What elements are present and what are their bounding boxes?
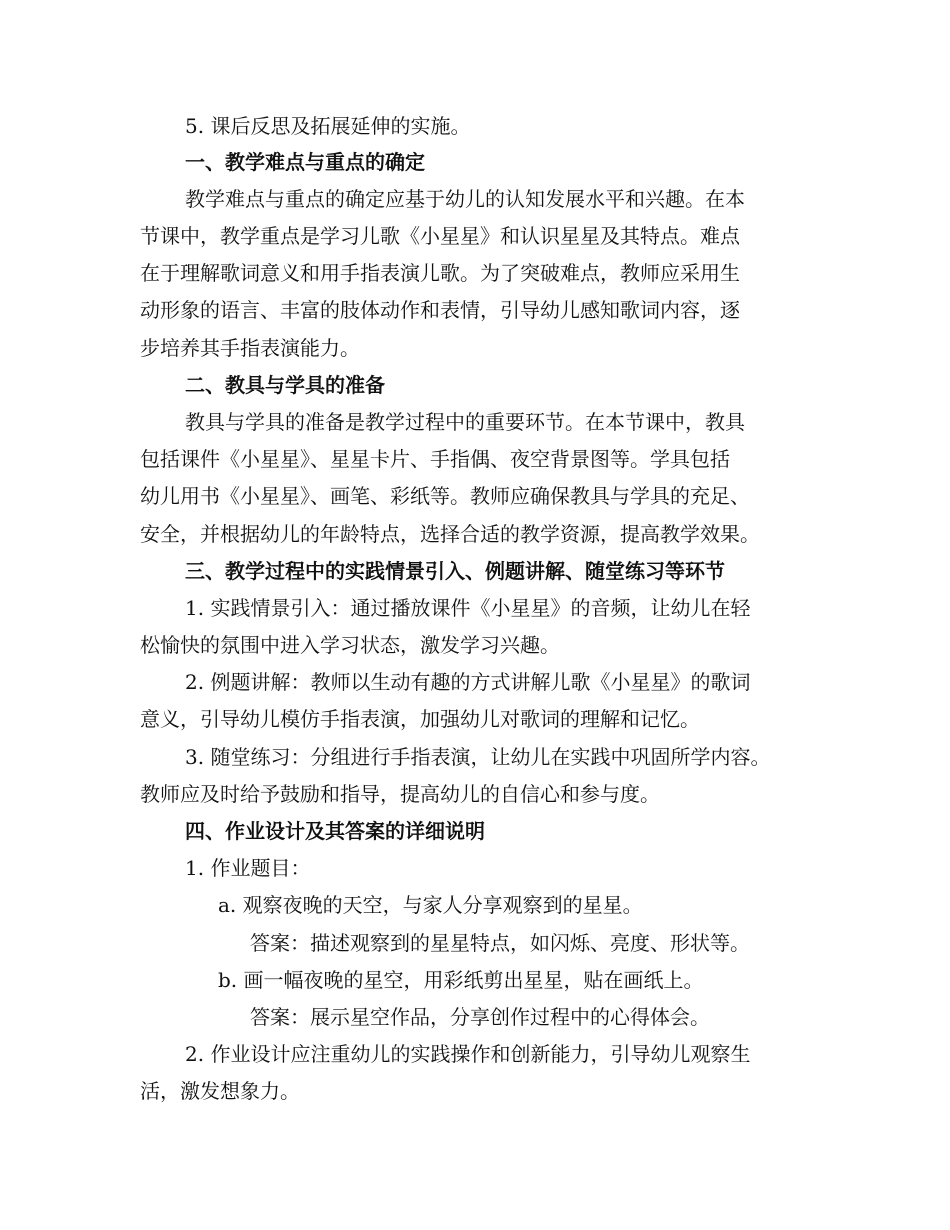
section-4-line-5: 答案：展示星空作品，分享创作过程中的心得体会。 xyxy=(250,1005,710,1029)
section-2-line-1: 教具与学具的准备是教学过程中的重要环节。在本节课中，教具 xyxy=(185,410,745,434)
section-3-heading: 三、教学过程中的实践情景引入、例题讲解、随堂练习等环节 xyxy=(185,559,725,583)
section-4-line-3: 答案：描述观察到的星星特点，如闪烁、亮度、形状等。 xyxy=(250,931,750,955)
section-2-line-4: 安全，并根据幼儿的年龄特点，选择合适的教学资源，提高教学效果。 xyxy=(140,522,760,546)
section-4-line-1: 1. 作业题目： xyxy=(185,856,311,880)
section-3-line-2: 松愉快的氛围中进入学习状态，激发学习兴趣。 xyxy=(140,633,560,657)
intro-item: 5. 课后反思及拓展延伸的实施。 xyxy=(185,114,471,138)
section-4-line-7: 活，激发想象力。 xyxy=(140,1079,300,1103)
section-2-line-3: 幼儿用书《小星星》、画笔、彩纸等。教师应确保教具与学具的充足、 xyxy=(140,484,750,508)
section-4-line-6: 2. 作业设计应注重幼儿的实践操作和创新能力，引导幼儿观察生 xyxy=(185,1042,751,1066)
section-4-line-4: b. 画一幅夜晚的星空，用彩纸剪出星星，贴在画纸上。 xyxy=(218,968,704,992)
section-1-line-5: 步培养其手指表演能力。 xyxy=(140,336,360,360)
section-1-line-1: 教学难点与重点的确定应基于幼儿的认知发展水平和兴趣。在本 xyxy=(185,187,745,211)
section-1-line-4: 动形象的语言、丰富的肢体动作和表情，引导幼儿感知歌词内容，逐 xyxy=(140,298,740,322)
section-1-line-2: 节课中，教学重点是学习儿歌《小星星》和认识星星及其特点。难点 xyxy=(140,224,740,248)
section-4-heading: 四、作业设计及其答案的详细说明 xyxy=(185,819,485,843)
section-2-heading: 二、教具与学具的准备 xyxy=(185,373,385,397)
section-2-line-2: 包括课件《小星星》、星星卡片、手指偶、夜空背景图等。学具包括 xyxy=(140,447,730,471)
section-3-line-5: 3. 随堂练习：分组进行手指表演，让幼儿在实践中巩固所学内容。 xyxy=(185,745,771,769)
section-1-line-3: 在于理解歌词意义和用手指表演儿歌。为了突破难点，教师应采用生 xyxy=(140,261,740,285)
section-4-line-2: a. 观察夜晚的天空，与家人分享观察到的星星。 xyxy=(218,893,643,917)
section-1-heading: 一、教学难点与重点的确定 xyxy=(185,150,425,174)
section-3-line-4: 意义，引导幼儿模仿手指表演，加强幼儿对歌词的理解和记忆。 xyxy=(140,707,700,731)
section-3-line-6: 教师应及时给予鼓励和指导，提高幼儿的自信心和参与度。 xyxy=(140,782,660,806)
section-3-line-3: 2. 例题讲解：教师以生动有趣的方式讲解儿歌《小星星》的歌词 xyxy=(185,670,751,694)
section-3-line-1: 1. 实践情景引入：通过播放课件《小星星》的音频，让幼儿在轻 xyxy=(185,596,751,620)
